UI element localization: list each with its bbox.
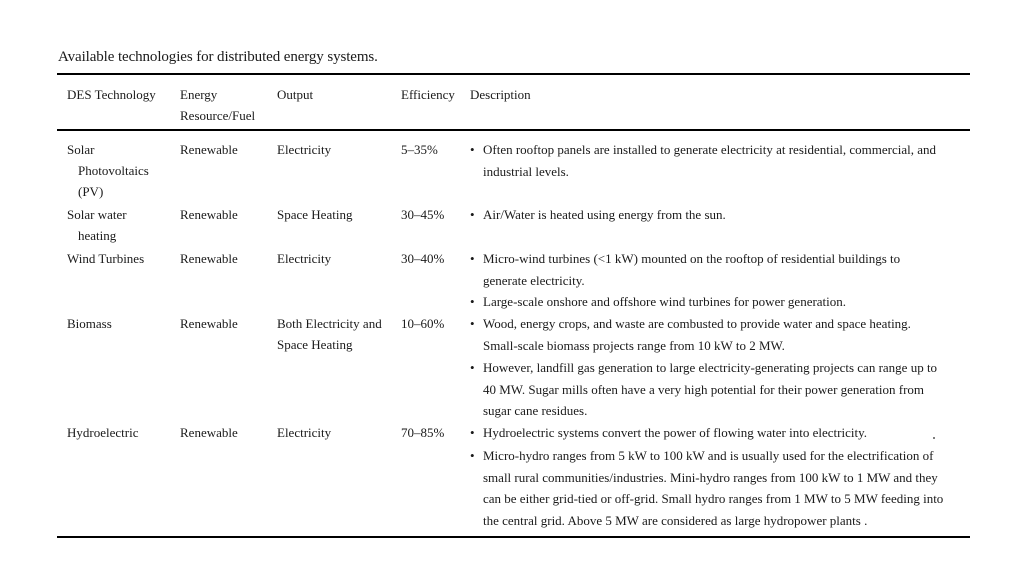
- row-technology-line: Solar water: [67, 207, 127, 222]
- description-bullet: [470, 313, 940, 356]
- bullet-dot: •: [470, 207, 475, 222]
- row-resource: Renewable: [180, 251, 238, 266]
- bullet-dot: •: [470, 316, 475, 331]
- bullet-line: Micro-wind turbines (<1 kW) mounted on the rooftop of residential buildings to: [483, 251, 901, 266]
- bullet-line: However, landfill gas generation to large electricity-generating projects can range up to: [483, 360, 938, 375]
- row-output: Both Electricity and: [277, 316, 382, 331]
- description-bullet: [470, 291, 940, 313]
- row-output: Electricity: [277, 251, 332, 266]
- row-technology-line: (PV): [78, 184, 104, 199]
- description-bullet: [470, 445, 944, 531]
- bullet-dot: •: [470, 425, 475, 440]
- row-technology-line: Hydroelectric: [67, 425, 139, 440]
- row-resource: Renewable: [180, 425, 238, 440]
- description-bullet: [470, 248, 940, 291]
- row-resource: Renewable: [180, 207, 238, 222]
- row-output: Electricity: [277, 142, 332, 157]
- row-efficiency: 30–40%: [401, 251, 445, 266]
- row-output: Space Heating: [277, 337, 353, 352]
- bullet-line: the central grid. Above 5 MW are considered as large hydropower plants .: [483, 512, 868, 528]
- row-resource: Renewable: [180, 142, 238, 157]
- header-energy-resource-line2: Resource/Fuel: [180, 108, 256, 123]
- row-efficiency: 30–45%: [401, 207, 445, 222]
- row-technology-line: Photovoltaics: [78, 163, 149, 178]
- bullet-dot: •: [470, 294, 475, 309]
- bullet-line: Hydroelectric systems convert the power of flowing water into electricity.: [483, 425, 867, 440]
- bullet-dot: •: [470, 448, 475, 463]
- row-output: Electricity: [277, 425, 332, 440]
- bullet-line: Often rooftop panels are installed to generate electricity at residential, commercial, and: [483, 142, 937, 157]
- header-energy-resource-line1: Energy: [180, 87, 218, 102]
- description-bullet: [470, 204, 940, 226]
- row-efficiency: 10–60%: [401, 316, 445, 331]
- row-resource: Renewable: [180, 316, 238, 331]
- bullet-line: sugar cane residues.: [483, 403, 588, 418]
- bullet-line: can be either grid-tied or off-grid. Small hydro ranges from 1 MW to 5 MW feeding into: [483, 491, 944, 506]
- row-efficiency: 70–85%: [401, 425, 445, 440]
- header-description: Description: [470, 87, 531, 102]
- row-efficiency: 5–35%: [401, 142, 438, 157]
- bullet-line: Wood, energy crops, and waste are combusted to provide water and space heating.: [483, 316, 911, 331]
- header-des-technology: DES Technology: [67, 87, 156, 102]
- bullet-line: Air/Water is heated using energy from the sun.: [483, 207, 726, 222]
- bullet-line: Large-scale onshore and offshore wind turbines for power generation.: [483, 294, 847, 309]
- row-technology-line: Wind Turbines: [67, 251, 145, 266]
- bullet-line: industrial levels.: [483, 163, 569, 179]
- description-bullet: [470, 139, 940, 182]
- bullet-line: Small-scale biomass projects range from 10 kW to 2 MW.: [483, 337, 785, 353]
- stray-mark: [933, 437, 935, 439]
- header-efficiency: Efficiency: [401, 87, 455, 102]
- description-bullet: [470, 357, 940, 422]
- description-bullet: [470, 422, 940, 444]
- header-output: Output: [277, 87, 314, 102]
- bullet-line: small rural communities/industries. Mini-hydro ranges from 100 kW to 1 MW and they: [483, 469, 938, 485]
- row-technology-line: Biomass: [67, 316, 112, 331]
- row-technology-line: heating: [78, 228, 117, 243]
- bullet-dot: •: [470, 360, 475, 375]
- table-caption: Available technologies for distributed energy systems.: [58, 49, 378, 65]
- table-bottom-rule: [57, 536, 970, 538]
- bullet-dot: •: [470, 251, 475, 266]
- bullet-line: generate electricity.: [483, 272, 585, 288]
- bullet-dot: •: [470, 142, 475, 157]
- row-technology-line: Solar: [67, 142, 95, 157]
- table-top-rule: [57, 73, 970, 75]
- bullet-line: 40 MW. Sugar mills often have a very high potential for their power generation from: [483, 381, 925, 397]
- bullet-line: Micro-hydro ranges from 5 kW to 100 kW and is usually used for the electrification of: [483, 448, 934, 463]
- row-output: Space Heating: [277, 207, 353, 222]
- table-header-rule: [57, 129, 970, 131]
